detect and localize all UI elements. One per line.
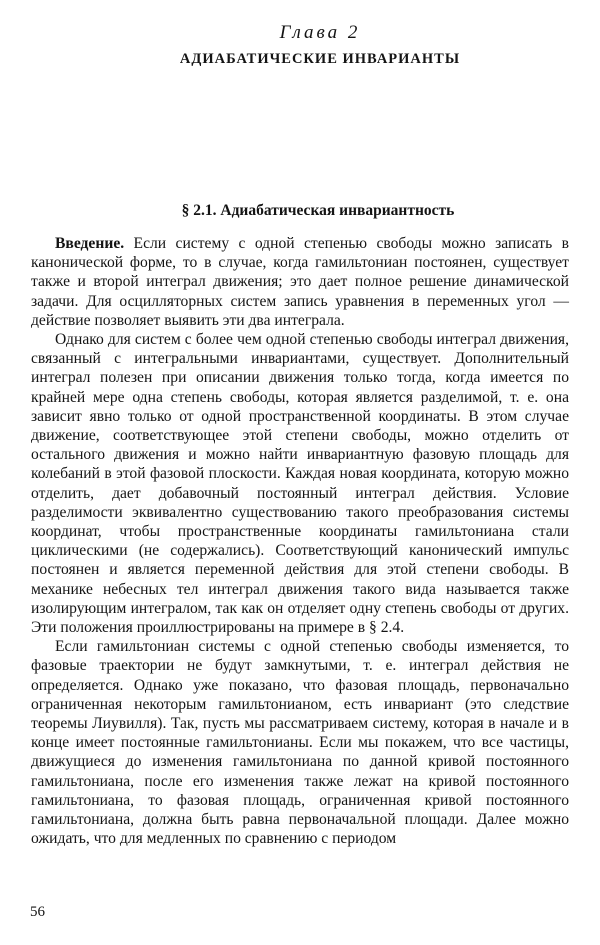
paragraph: Если гамильтониан системы с одной степенью свободы изменяется, то фазовые траектории не будут замкнутыми, т. е. интеграл действия не определяется. Однако уже показано, что фазовая площадь, первоначально ограниченная некоторым гамильтонианом, есть инвариант (это следствие теоремы Лиувилля). Так, пусть мы рассматриваем систему, которая в начале и в конце имеет постоянные гамильтонианы. Если мы покажем, что все частицы, движущиеся до изменения гамильтониана по данной кривой постоянного гамильтониана, после его изменения также лежат на кривой постоянного гамильтониана, то фазовая площадь, ограниченная кривой постоянного гамильтониана, должна быть равна первоначальной площади. Далее можно ожидать, что для медленных по сравнению с периодом (31, 638, 569, 848)
paragraph-text: Если систему с одной степенью свободы можно записать в канонической форме, то в случае, когда гамильтониан постоянен, существует также и второй интеграл движения; это дает полное решение динамической задачи. Для осцилляторных систем запись уравнения в переменных угол — действие позволяет выявить эти два интеграла. (31, 235, 569, 329)
chapter-title: АДИАБАТИЧЕСКИЕ ИНВАРИАНТЫ (179, 51, 461, 67)
page-number: 56 (30, 904, 45, 920)
body-text (31, 234, 569, 849)
section-title: § 2.1. Адиабатическая инвариантность (181, 202, 455, 219)
paragraph: Однако для систем с более чем одной степенью свободы интеграл движения, связанный с интегральными инвариантами, существует. Дополнительный интеграл полезен при описании движения только тогда, когда имеется по крайней мере одна степень свободы, которая является разделимой, т. е. она зависит явно только от одной пространственной координаты. В этом случае движение, соответствующее этой степени свободы, можно отделить от остального движения и можно найти инвариантную фазовую площадь для колебаний в этой фазовой плоскости. Каждая новая координата, которую можно отделить, дает добавочный постоянный интеграл действия. Условие разделимости эквивалентно существованию такого преобразования системы координат, чтобы пространственные координаты гамильтониана стали циклическими (не содержались). Соответствующий канонический импульс постоянен и является переменной действия для этой степени свободы. В механике небесных тел интеграл движения такого вида называется также изолирующим интегралом, так как он отделяет одну степень свободы от других. Эти положения проиллюстрированы на примере в § 2.4. (31, 331, 569, 637)
chapter-label: Глава 2 (279, 22, 361, 43)
run-in-heading: Введение. (55, 235, 125, 252)
paragraph-introduction (31, 234, 569, 330)
